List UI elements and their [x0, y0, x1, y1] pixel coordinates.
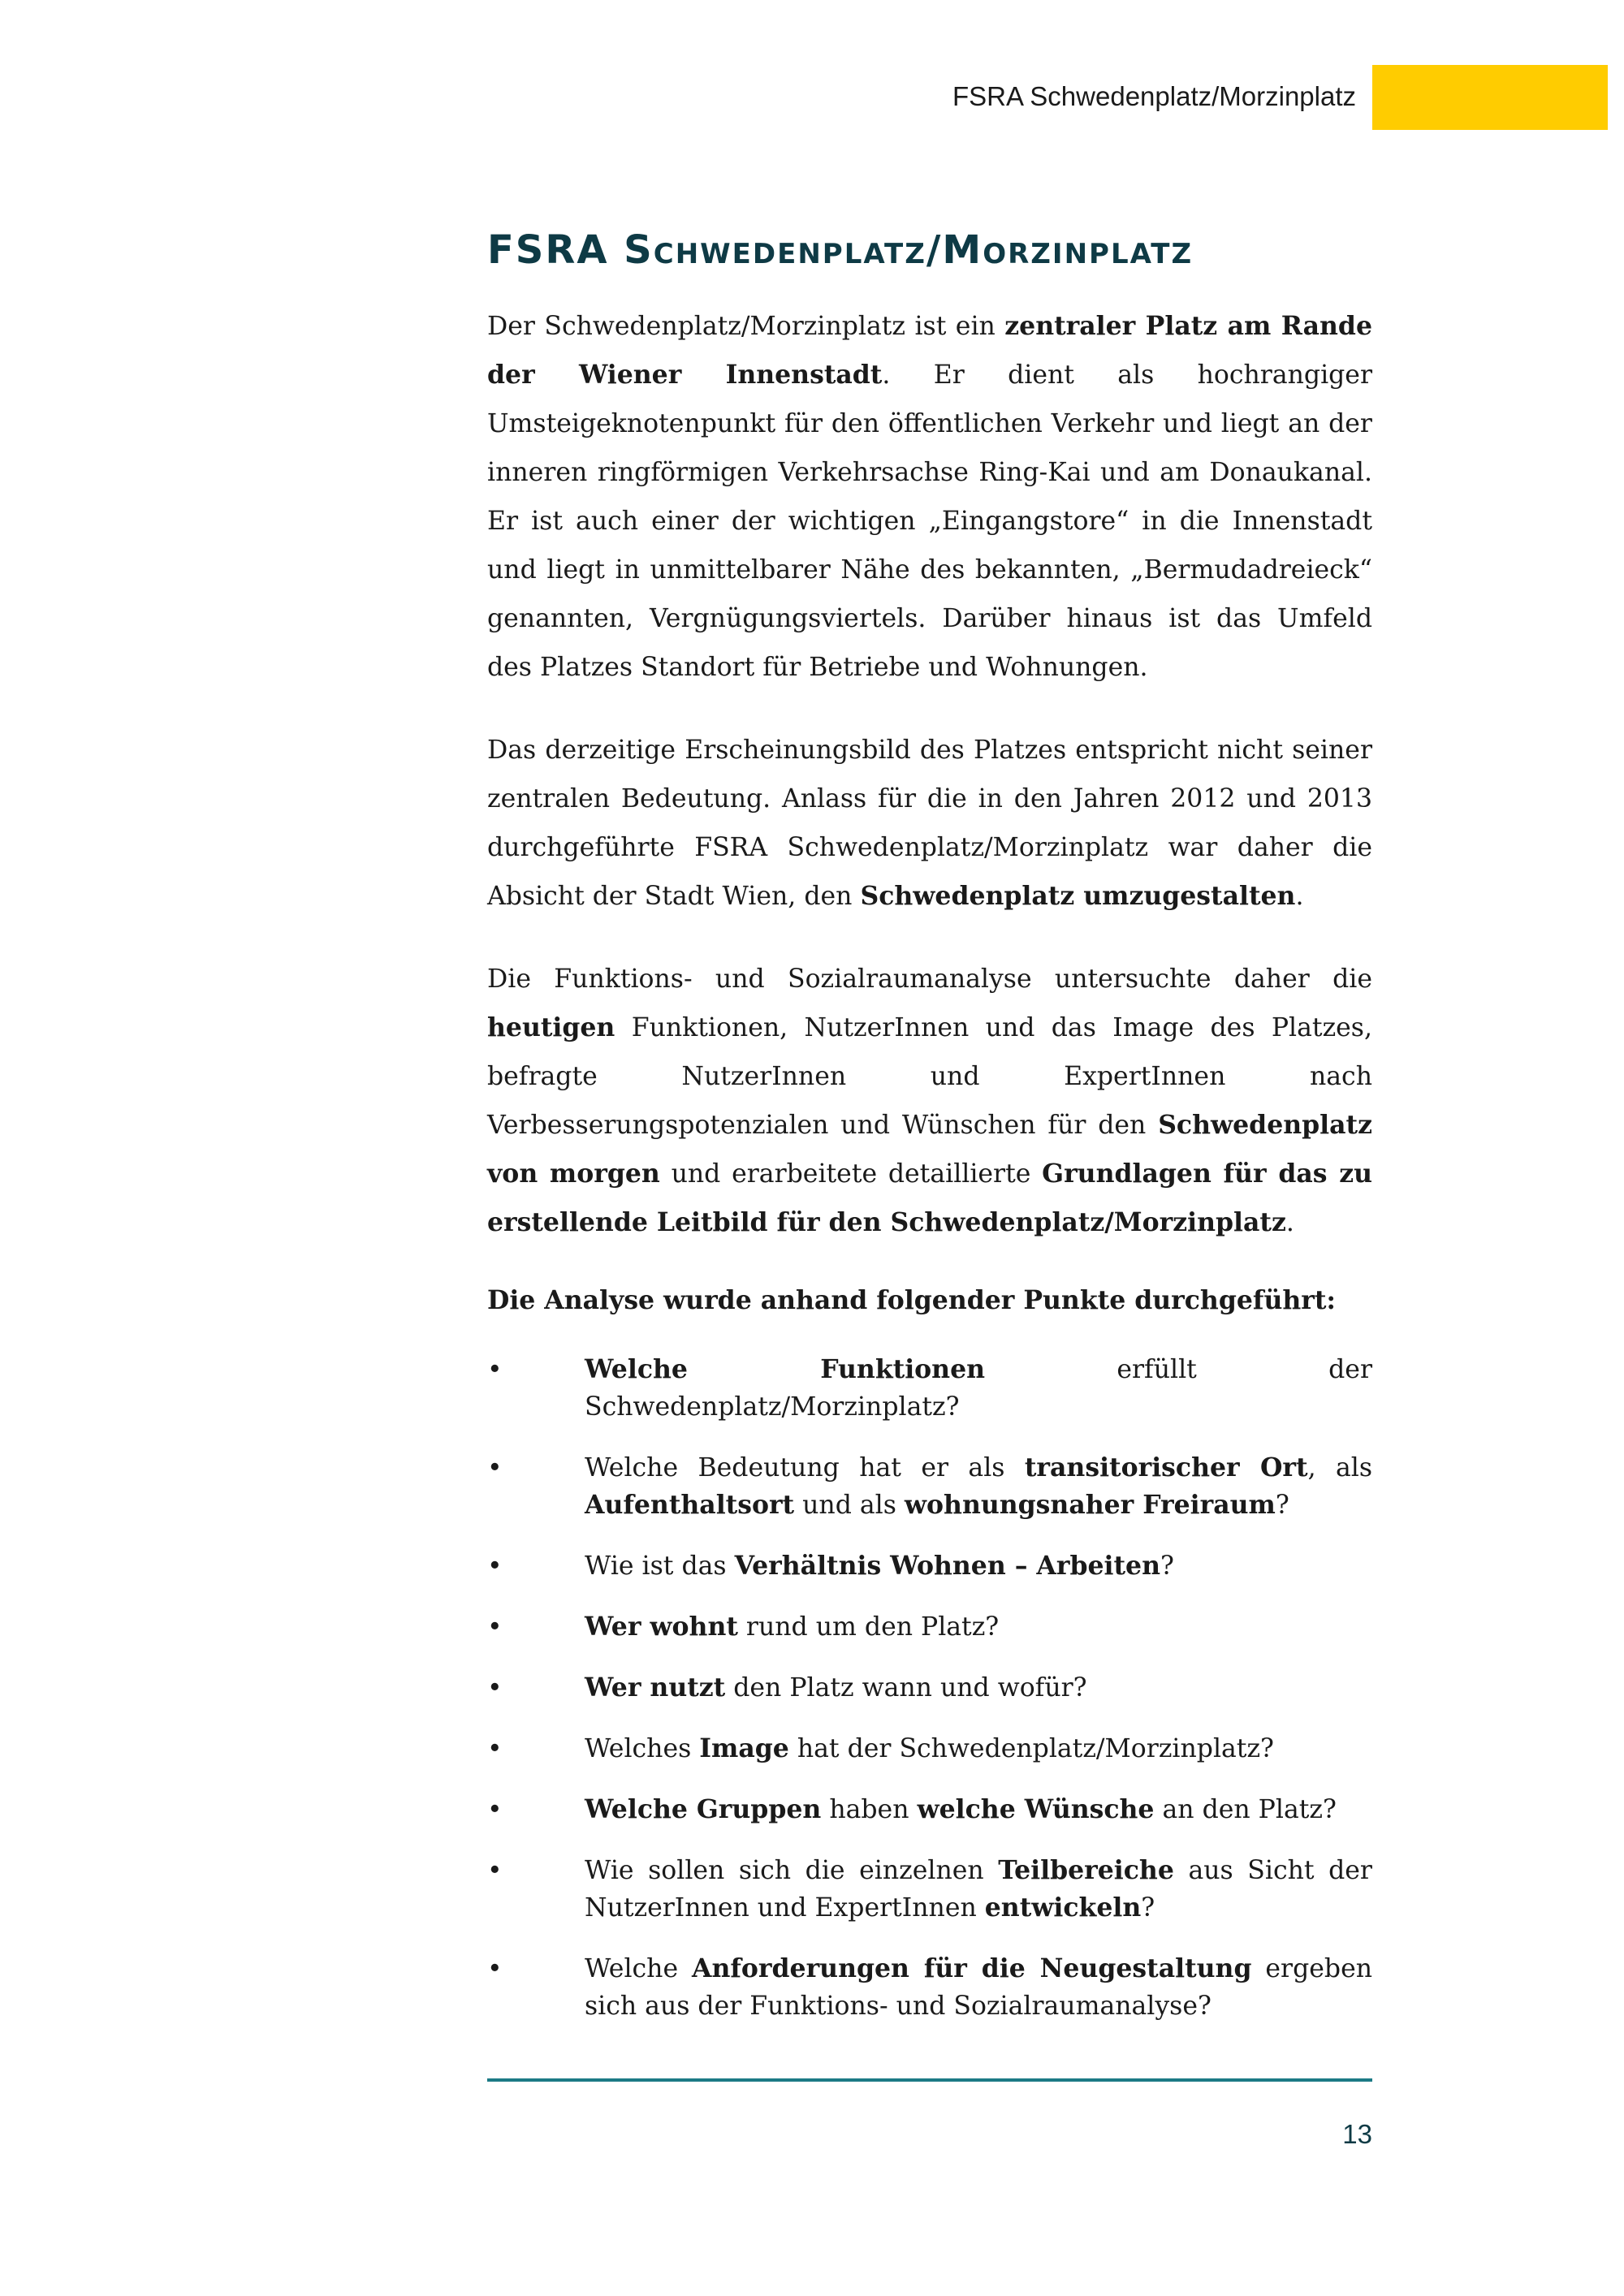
item-text: ?	[1275, 1491, 1289, 1520]
page-number: 13	[1342, 2119, 1372, 2149]
paragraph-intro	[487, 302, 1372, 692]
item-text: und als	[794, 1491, 905, 1520]
item-text: Welche	[585, 1954, 693, 1983]
paragraph-text: Das derzeitige Erscheinungsbild des Platzes entspricht nicht seiner zentralen Bedeutung. Anlass für die in den Jahren 2012 und 2013 durchgeführte FSRA Schwedenplatz/Morzinplatz war daher die Absicht der Stadt Wien, den	[487, 736, 1372, 911]
emphasis: Image	[699, 1733, 789, 1763]
emphasis: Teilbereiche	[998, 1855, 1174, 1885]
item-text: den Platz wann und wofür?	[725, 1673, 1087, 1703]
item-text: ?	[1141, 1893, 1155, 1923]
emphasis: Grundlagen für das zu erstellende Leitbild für den Schwedenplatz/Morzinplatz	[487, 1159, 1372, 1237]
bullet-icon: •	[487, 1355, 503, 1384]
list-item	[487, 1608, 1372, 1646]
bullet-icon: •	[487, 1954, 503, 1983]
emphasis: Verhältnis Wohnen – Arbeiten	[734, 1551, 1160, 1581]
bullet-icon: •	[487, 1612, 503, 1642]
item-text: aus Sicht der NutzerInnen und ExpertInnen	[585, 1856, 1372, 1923]
paragraph-text: Der Schwedenplatz/Morzinplatz ist ein	[487, 312, 1005, 341]
list-item	[487, 1669, 1372, 1707]
item-text: Wie ist das	[585, 1552, 735, 1581]
footer-divider	[487, 2078, 1372, 2082]
list-item	[487, 1547, 1372, 1585]
list-item	[487, 1351, 1372, 1426]
emphasis: Welche Gruppen	[585, 1794, 822, 1824]
emphasis: zentraler Platz am Rande der Wiener Innenstadt	[487, 311, 1372, 390]
item-text: ergeben sich aus der Funktions- und Sozialraumanalyse?	[585, 1954, 1372, 2021]
list-item	[487, 1950, 1372, 2025]
item-text: an den Platz?	[1154, 1795, 1337, 1824]
bullet-icon: •	[487, 1673, 503, 1703]
item-text: Wie sollen sich die einzelnen	[585, 1856, 999, 1885]
paragraph-occasion	[487, 726, 1372, 921]
item-text: Welches	[585, 1734, 700, 1763]
paragraph-text: .	[1295, 882, 1304, 911]
bullet-icon: •	[487, 1734, 503, 1763]
bullet-icon: •	[487, 1453, 503, 1482]
emphasis: Welche Funktionen	[585, 1354, 986, 1384]
emphasis: Schwedenplatz von morgen	[487, 1110, 1372, 1189]
paragraph-text: und erarbeitete detaillierte	[659, 1159, 1043, 1189]
item-text: hat der Schwedenplatz/Morzinplatz?	[788, 1734, 1274, 1763]
paragraph-text: Funktionen, NutzerInnen und das Image des Platzes, befragte NutzerInnen und ExpertInnen nach Verbesserungspotenzialen und Wünschen für den	[487, 1013, 1372, 1140]
emphasis: Wer nutzt	[585, 1672, 726, 1703]
emphasis: Wer wohnt	[585, 1612, 738, 1642]
bullet-icon: •	[487, 1795, 503, 1824]
item-text: Welche Bedeutung hat er als	[585, 1453, 1025, 1482]
emphasis: Anforderungen für die Neugestaltung	[692, 1953, 1252, 1983]
emphasis: transitorischer Ort	[1024, 1452, 1308, 1482]
emphasis: Aufenthaltsort	[585, 1490, 795, 1520]
item-text: ?	[1160, 1552, 1174, 1581]
list-item	[487, 1852, 1372, 1927]
emphasis: welche Wünsche	[917, 1794, 1155, 1824]
emphasis: Schwedenplatz umzugestalten	[860, 881, 1296, 911]
list-item	[487, 1730, 1372, 1767]
header-accent-block	[1372, 65, 1608, 130]
paragraph-analysis	[487, 955, 1372, 1247]
page-content	[487, 227, 1372, 2048]
paragraph-text: Die Funktions- und Sozialraumanalyse untersuchte daher die	[487, 965, 1372, 994]
running-header: FSRA Schwedenplatz/Morzinplatz	[952, 81, 1356, 111]
bullet-icon: •	[487, 1856, 503, 1885]
question-list	[487, 1351, 1372, 2025]
bullet-icon: •	[487, 1552, 503, 1581]
page-title: FSRA Schwedenplatz/Morzinplatz	[487, 227, 1194, 273]
list-item	[487, 1791, 1372, 1828]
item-text: haben	[821, 1795, 918, 1824]
list-item	[487, 1449, 1372, 1524]
emphasis: wohnungsnaher Freiraum	[904, 1490, 1276, 1520]
paragraph-text: . Er dient als hochrangiger Umsteigeknotenpunkt für den öffentlichen Verkehr und liegt an der inneren ringförmigen Verkehrsachse Ring-Kai und am Donaukanal. Er ist auch einer der wichtigen „Eingangstore“ in die Innenstadt und liegt in unmittelbarer Nähe des bekannten, „Bermudadreieck“ genannten, Vergnügungsviertels. Darüber hinaus ist das Umfeld des Platzes Standort für Betriebe und Wohnungen.	[487, 360, 1373, 682]
list-lead: Die Analyse wurde anhand folgender Punkte durchgeführt:	[487, 1285, 1337, 1315]
item-text: erfüllt der Schwedenplatz/Morzinplatz?	[585, 1355, 1372, 1422]
emphasis: entwickeln	[984, 1892, 1142, 1923]
paragraph-text: .	[1285, 1208, 1294, 1237]
emphasis: heutigen	[487, 1012, 615, 1042]
item-text: , als	[1307, 1453, 1373, 1482]
item-text: rund um den Platz?	[737, 1612, 1000, 1642]
